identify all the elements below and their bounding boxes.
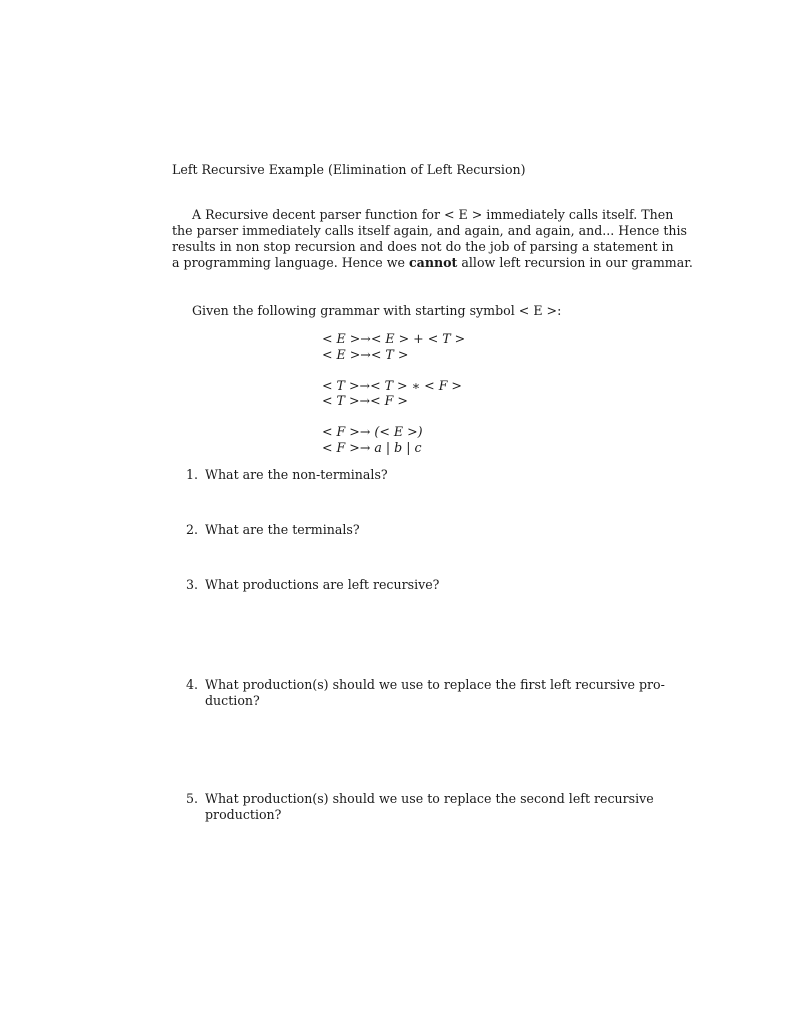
grammar-spacer <box>322 409 465 425</box>
intro-line-3: results in non stop recursion and does not do the job of parsing a statement in <box>172 239 674 254</box>
question-line-continued: production? <box>205 806 282 822</box>
question-text <box>205 522 618 538</box>
question-line: What are the non-terminals? <box>205 467 388 482</box>
grammar-rule-2: < E >→< T > <box>322 346 409 362</box>
question-text <box>205 677 665 708</box>
question-3 <box>186 577 618 593</box>
question-number: 5. <box>186 791 199 806</box>
intro-line-4-end: allow left recursion in our grammar. <box>461 255 693 270</box>
intro-line-2: the parser immediately calls itself again, and again, and again, and... Hence this <box>172 223 688 238</box>
question-5 <box>186 791 654 822</box>
question-text <box>205 577 618 593</box>
question-line: What production(s) should we use to replace the first left recursive pro- <box>205 677 665 692</box>
question-1 <box>186 467 618 483</box>
question-number: 4. <box>186 677 199 692</box>
question-text <box>205 467 618 483</box>
intro-paragraph <box>172 207 693 271</box>
question-line: What are the terminals? <box>205 522 360 537</box>
intro-line-4 <box>172 255 693 271</box>
grammar-rule-3: < T >→< T > ∗ < F > <box>322 377 462 393</box>
question-4 <box>186 677 665 708</box>
question-line: What production(s) should we use to replace the second left recursive <box>205 791 654 806</box>
grammar-rule-6: < F >→ a | b | c <box>322 439 422 455</box>
question-text <box>205 791 654 822</box>
grammar-rules <box>322 331 465 455</box>
grammar-rule-5: < F >→ (< E >) <box>322 424 423 439</box>
question-number: 1. <box>186 467 199 482</box>
question-line: What productions are left recursive? <box>205 577 440 592</box>
intro-line-1: A Recursive decent parser function for < E > immediately calls itself. Then <box>192 207 674 222</box>
question-line-continued: duction? <box>205 692 260 708</box>
question-2 <box>186 522 618 538</box>
document-title: Left Recursive Example (Elimination of Left Recursion) <box>172 162 526 177</box>
grammar-spacer <box>322 362 465 378</box>
grammar-rule-1: < E >→< E > + < T > <box>322 331 466 346</box>
grammar-intro: Given the following grammar with starting symbol < E >: <box>192 303 562 318</box>
intro-emphasis: cannot <box>409 255 458 270</box>
intro-line-4-start: a programming language. Hence we <box>172 255 405 270</box>
grammar-rule-4: < T >→< F > <box>322 393 408 408</box>
question-number: 2. <box>186 522 199 537</box>
question-number: 3. <box>186 577 199 592</box>
